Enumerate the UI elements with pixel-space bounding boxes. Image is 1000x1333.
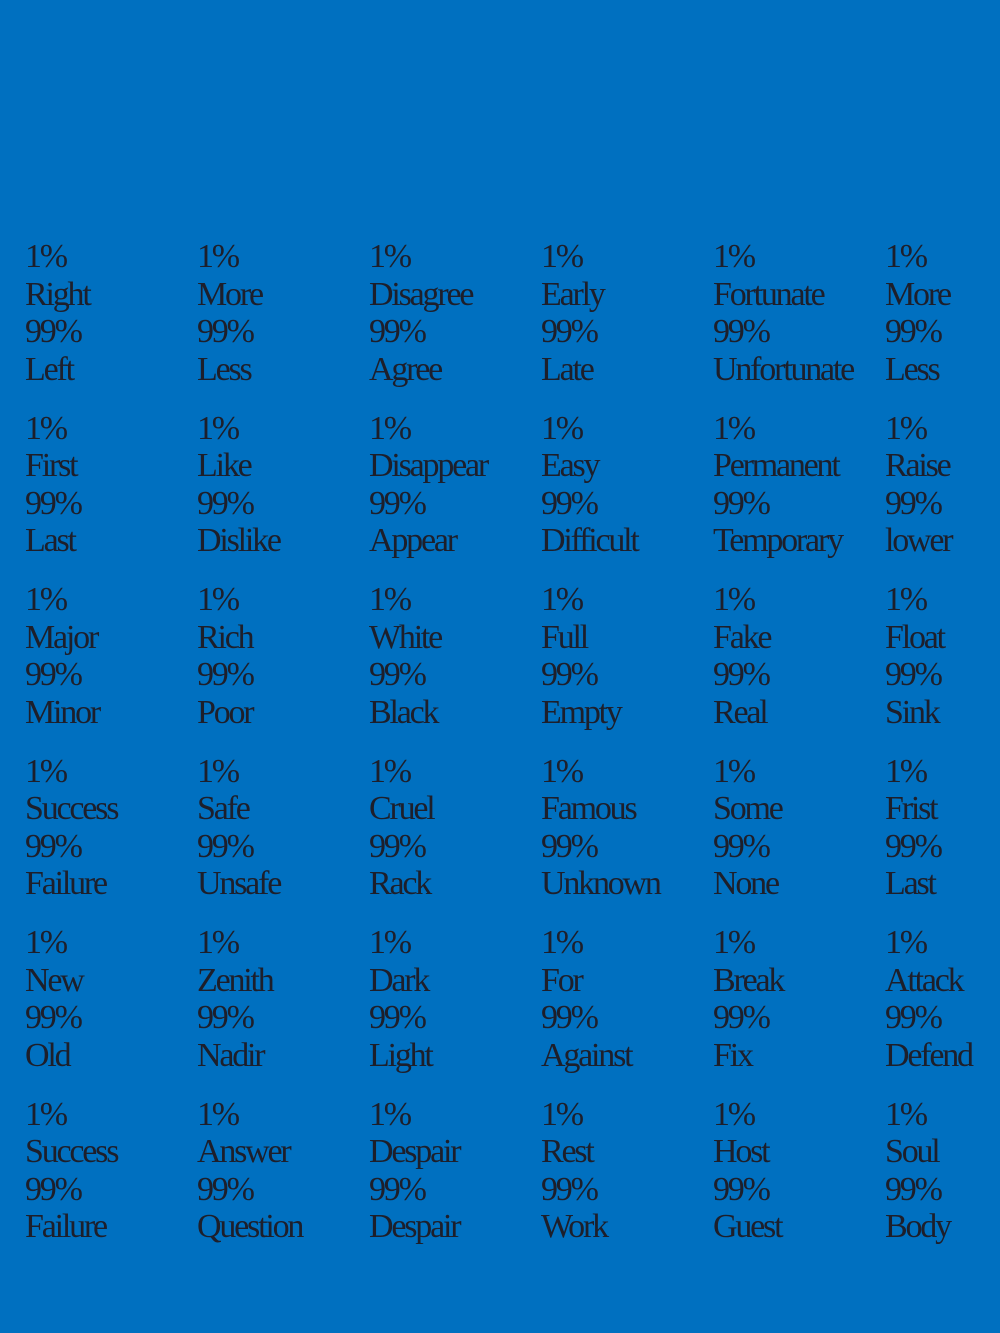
percent-ninety-nine-label: 99% bbox=[541, 1170, 597, 1208]
percent-one-label: 1% bbox=[713, 1095, 754, 1133]
word-pair-cell bbox=[713, 238, 885, 410]
percent-ninety-nine-label: 99% bbox=[713, 1170, 769, 1208]
percent-ninety-nine-label: 99% bbox=[713, 313, 769, 350]
minority-word: First bbox=[25, 447, 77, 484]
word-pair-cell bbox=[541, 238, 713, 410]
word-pair-cell bbox=[25, 1096, 197, 1268]
majority-word: Failure bbox=[25, 1208, 106, 1245]
percent-ninety-nine-label: 99% bbox=[197, 656, 253, 693]
majority-word: Poor bbox=[197, 693, 253, 731]
minority-word: Attack bbox=[885, 961, 963, 999]
majority-word: Unknown bbox=[541, 865, 660, 902]
word-pair-cell bbox=[25, 581, 197, 753]
percent-ninety-nine-label: 99% bbox=[541, 999, 597, 1036]
minority-word: For bbox=[541, 961, 582, 999]
percent-ninety-nine-label: 99% bbox=[369, 484, 425, 522]
percent-ninety-nine-label: 99% bbox=[197, 313, 253, 350]
word-pair-cell bbox=[541, 581, 713, 753]
minority-word: More bbox=[197, 275, 262, 313]
word-pair-cell bbox=[541, 753, 713, 925]
percent-one-label: 1% bbox=[25, 581, 66, 618]
word-pair-grid bbox=[25, 238, 1000, 1267]
minority-word: Like bbox=[197, 447, 251, 484]
percent-ninety-nine-label: 99% bbox=[197, 1170, 253, 1208]
minority-word: Despair bbox=[369, 1133, 460, 1170]
minority-word: Soul bbox=[885, 1133, 939, 1170]
word-pair-cell bbox=[885, 238, 998, 410]
minority-word: Safe bbox=[197, 790, 249, 827]
word-pair-cell bbox=[885, 1096, 998, 1268]
minority-word: Break bbox=[713, 961, 784, 999]
minority-word: Success bbox=[25, 1133, 118, 1170]
majority-word: Failure bbox=[25, 865, 106, 902]
percent-one-label: 1% bbox=[197, 409, 238, 447]
minority-word: Success bbox=[25, 790, 118, 827]
percent-ninety-nine-label: 99% bbox=[541, 827, 597, 865]
word-pair-cell bbox=[885, 753, 998, 925]
word-pair-cell bbox=[369, 1096, 541, 1268]
percent-ninety-nine-label: 99% bbox=[541, 656, 597, 693]
percent-ninety-nine-label: 99% bbox=[369, 1170, 425, 1208]
minority-word: Rest bbox=[541, 1133, 593, 1170]
percent-one-label: 1% bbox=[369, 238, 410, 275]
percent-one-label: 1% bbox=[713, 409, 754, 447]
word-pair-cell bbox=[369, 753, 541, 925]
word-pair-cell bbox=[885, 581, 998, 753]
percent-ninety-nine-label: 99% bbox=[369, 999, 425, 1036]
word-pair-cell bbox=[369, 581, 541, 753]
majority-word: Body bbox=[885, 1208, 950, 1245]
majority-word: Despair bbox=[369, 1208, 460, 1245]
majority-word: None bbox=[713, 865, 778, 902]
minority-word: Easy bbox=[541, 447, 599, 484]
percent-one-label: 1% bbox=[885, 409, 926, 447]
percent-one-label: 1% bbox=[713, 924, 754, 961]
majority-word: Black bbox=[369, 693, 438, 731]
majority-word: Old bbox=[25, 1036, 70, 1074]
word-pair-cell bbox=[369, 238, 541, 410]
minority-word: Right bbox=[25, 275, 90, 313]
percent-one-label: 1% bbox=[885, 238, 926, 275]
minority-word: Cruel bbox=[369, 790, 434, 827]
percent-ninety-nine-label: 99% bbox=[197, 827, 253, 865]
word-pair-cell bbox=[541, 924, 713, 1096]
minority-word: Full bbox=[541, 618, 588, 656]
percent-ninety-nine-label: 99% bbox=[713, 827, 769, 865]
percent-ninety-nine-label: 99% bbox=[885, 1170, 941, 1208]
percent-one-label: 1% bbox=[25, 1095, 66, 1133]
minority-word: Dark bbox=[369, 961, 429, 999]
majority-word: Real bbox=[713, 693, 767, 731]
minority-word: More bbox=[885, 275, 950, 313]
percent-one-label: 1% bbox=[885, 924, 926, 961]
word-pair-cell bbox=[541, 410, 713, 582]
majority-word: Question bbox=[197, 1208, 303, 1245]
majority-word: Unfortunate bbox=[713, 350, 854, 388]
majority-word: lower bbox=[885, 522, 952, 559]
majority-word: Minor bbox=[25, 693, 100, 731]
minority-word: Major bbox=[25, 618, 98, 656]
word-pair-cell bbox=[25, 924, 197, 1096]
percent-one-label: 1% bbox=[369, 581, 410, 618]
majority-word: Temporary bbox=[713, 522, 842, 559]
majority-word: Appear bbox=[369, 522, 456, 559]
percent-one-label: 1% bbox=[197, 238, 238, 275]
percent-ninety-nine-label: 99% bbox=[197, 999, 253, 1036]
minority-word: Permanent bbox=[713, 447, 839, 484]
word-pair-cell bbox=[25, 238, 197, 410]
percent-one-label: 1% bbox=[541, 1095, 582, 1133]
percent-ninety-nine-label: 99% bbox=[25, 1170, 81, 1208]
majority-word: Light bbox=[369, 1036, 432, 1074]
word-pair-cell bbox=[885, 410, 998, 582]
majority-word: Dislike bbox=[197, 522, 280, 559]
percent-ninety-nine-label: 99% bbox=[713, 484, 769, 522]
percent-ninety-nine-label: 99% bbox=[885, 827, 941, 865]
percent-one-label: 1% bbox=[713, 581, 754, 618]
percent-ninety-nine-label: 99% bbox=[197, 484, 253, 522]
minority-word: Fortunate bbox=[713, 275, 824, 313]
word-pair-cell bbox=[713, 753, 885, 925]
percent-ninety-nine-label: 99% bbox=[541, 313, 597, 350]
percent-ninety-nine-label: 99% bbox=[713, 656, 769, 693]
percent-ninety-nine-label: 99% bbox=[369, 827, 425, 865]
word-pair-cell bbox=[25, 753, 197, 925]
majority-word: Less bbox=[197, 350, 251, 388]
majority-word: Fix bbox=[713, 1036, 752, 1074]
minority-word: Raise bbox=[885, 447, 950, 484]
word-pair-cell bbox=[197, 924, 369, 1096]
word-pair-cell bbox=[197, 753, 369, 925]
minority-word: Zenith bbox=[197, 961, 273, 999]
percent-ninety-nine-label: 99% bbox=[25, 484, 81, 522]
majority-word: Guest bbox=[713, 1208, 782, 1245]
minority-word: Float bbox=[885, 618, 944, 656]
majority-word: Left bbox=[25, 350, 73, 388]
percent-one-label: 1% bbox=[713, 752, 754, 790]
majority-word: Empty bbox=[541, 693, 621, 731]
percent-one-label: 1% bbox=[885, 752, 926, 790]
minority-word: Early bbox=[541, 275, 604, 313]
minority-word: Disagree bbox=[369, 275, 473, 313]
percent-ninety-nine-label: 99% bbox=[25, 999, 81, 1036]
percent-one-label: 1% bbox=[25, 238, 66, 275]
percent-ninety-nine-label: 99% bbox=[369, 313, 425, 350]
percent-one-label: 1% bbox=[197, 752, 238, 790]
percent-one-label: 1% bbox=[25, 409, 66, 447]
percent-ninety-nine-label: 99% bbox=[369, 656, 425, 693]
minority-word: White bbox=[369, 618, 442, 656]
word-pair-cell bbox=[369, 410, 541, 582]
percent-ninety-nine-label: 99% bbox=[541, 484, 597, 522]
percent-one-label: 1% bbox=[713, 238, 754, 275]
minority-word: Some bbox=[713, 790, 782, 827]
minority-word: New bbox=[25, 961, 83, 999]
percent-ninety-nine-label: 99% bbox=[25, 827, 81, 865]
percent-one-label: 1% bbox=[25, 924, 66, 961]
word-pair-cell bbox=[713, 1096, 885, 1268]
word-pair-cell bbox=[885, 924, 998, 1096]
percent-one-label: 1% bbox=[541, 581, 582, 618]
percent-one-label: 1% bbox=[369, 409, 410, 447]
word-pair-cell bbox=[541, 1096, 713, 1268]
percent-one-label: 1% bbox=[197, 924, 238, 961]
majority-word: Nadir bbox=[197, 1036, 264, 1074]
majority-word: Against bbox=[541, 1036, 632, 1074]
majority-word: Difficult bbox=[541, 522, 638, 559]
percent-one-label: 1% bbox=[541, 238, 582, 275]
majority-word: Less bbox=[885, 350, 939, 388]
percent-one-label: 1% bbox=[369, 752, 410, 790]
word-pair-cell bbox=[197, 581, 369, 753]
majority-word: Late bbox=[541, 350, 593, 388]
word-pair-cell bbox=[713, 410, 885, 582]
majority-word: Rack bbox=[369, 865, 431, 902]
percent-one-label: 1% bbox=[369, 1095, 410, 1133]
minority-word: Famous bbox=[541, 790, 636, 827]
percent-one-label: 1% bbox=[369, 924, 410, 961]
minority-word: Rich bbox=[197, 618, 253, 656]
majority-word: Unsafe bbox=[197, 865, 281, 902]
majority-word: Last bbox=[885, 865, 935, 902]
percent-one-label: 1% bbox=[885, 1095, 926, 1133]
percent-ninety-nine-label: 99% bbox=[885, 484, 941, 522]
percent-one-label: 1% bbox=[197, 581, 238, 618]
percent-one-label: 1% bbox=[541, 752, 582, 790]
percent-one-label: 1% bbox=[197, 1095, 238, 1133]
percent-one-label: 1% bbox=[25, 752, 66, 790]
percent-ninety-nine-label: 99% bbox=[885, 656, 941, 693]
minority-word: Answer bbox=[197, 1133, 290, 1170]
minority-word: Fake bbox=[713, 618, 771, 656]
word-pair-cell bbox=[197, 410, 369, 582]
percent-one-label: 1% bbox=[541, 409, 582, 447]
word-pair-cell bbox=[713, 924, 885, 1096]
minority-word: Disappear bbox=[369, 447, 488, 484]
percent-ninety-nine-label: 99% bbox=[713, 999, 769, 1036]
word-pair-cell bbox=[713, 581, 885, 753]
word-pair-cell bbox=[197, 1096, 369, 1268]
minority-word: Host bbox=[713, 1133, 769, 1170]
majority-word: Defend bbox=[885, 1036, 972, 1074]
percent-ninety-nine-label: 99% bbox=[25, 313, 81, 350]
word-pair-cell bbox=[25, 410, 197, 582]
word-pair-cell bbox=[369, 924, 541, 1096]
percent-one-label: 1% bbox=[885, 581, 926, 618]
minority-word: Frist bbox=[885, 790, 937, 827]
percent-ninety-nine-label: 99% bbox=[25, 656, 81, 693]
majority-word: Agree bbox=[369, 350, 442, 388]
word-pair-cell bbox=[197, 238, 369, 410]
majority-word: Last bbox=[25, 522, 75, 559]
percent-ninety-nine-label: 99% bbox=[885, 999, 941, 1036]
percent-ninety-nine-label: 99% bbox=[885, 313, 941, 350]
majority-word: Work bbox=[541, 1208, 607, 1245]
majority-word: Sink bbox=[885, 693, 939, 731]
percent-one-label: 1% bbox=[541, 924, 582, 961]
